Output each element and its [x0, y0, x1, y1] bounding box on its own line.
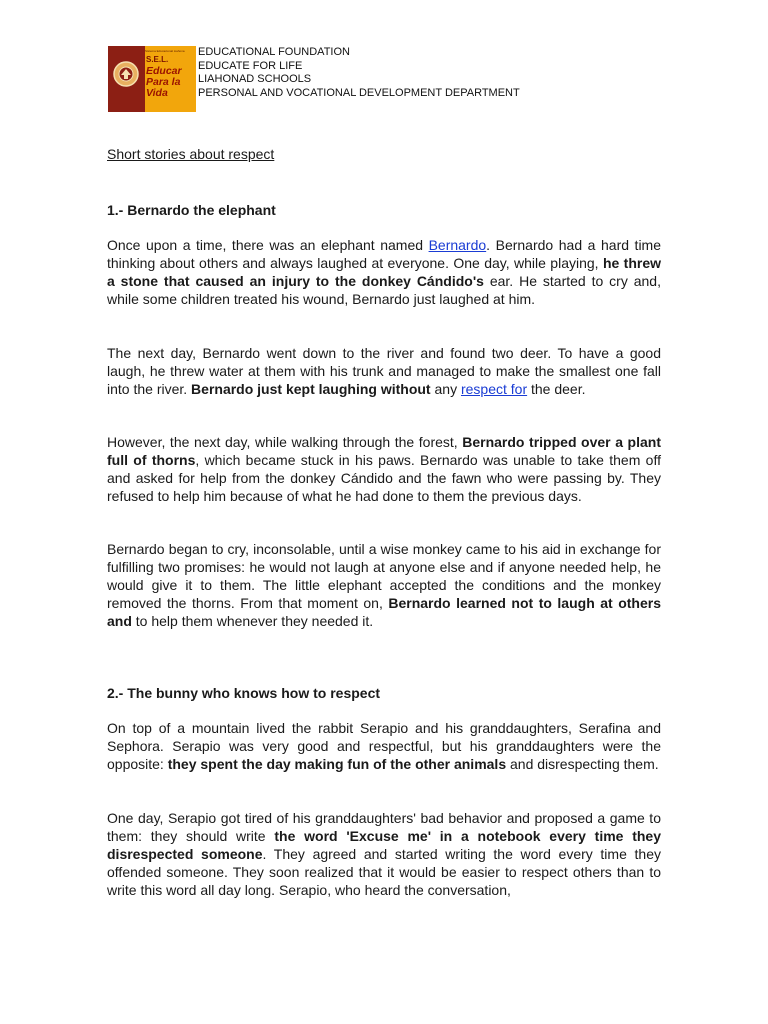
document-header [108, 46, 668, 112]
bold-run: Bernardo tripped over a plant full of thorns [107, 434, 661, 468]
text-run: to help them whenever they needed it. [131, 612, 374, 629]
logo-tagline: Sistema Educacional Liahona [145, 50, 185, 53]
bernardo-link[interactable]: Bernardo [428, 237, 487, 253]
logo-wordmark [146, 66, 196, 99]
story-2-heading-wrap [107, 685, 661, 701]
logo-red-panel [108, 46, 145, 112]
paragraph [107, 810, 661, 900]
bold-run: they spent the day making fun of the other animals [167, 755, 507, 772]
story-1-paragraph-2 [107, 345, 661, 399]
org-line: EDUCATIONAL FOUNDATION [198, 46, 350, 58]
text-run: Once upon a time, there was an elephant named [107, 237, 429, 253]
text-run: The next day, Bernardo went down to the river and found two deer. To have a good laugh, he threw water at them with his trunk and managed to make the smallest one fall into the river. [107, 345, 661, 397]
text-run: One day, Serapio got tired of his granddaughters' bad behavior and proposed a game to them: they should write [107, 810, 661, 844]
emblem-icon [112, 60, 140, 88]
story-1-paragraph-3 [107, 434, 661, 506]
logo-text-line: Vida [146, 87, 168, 99]
story-heading: 1.- Bernardo the elephant [107, 202, 276, 218]
logo-abbreviation: S.E.L. [146, 55, 169, 64]
bold-run: the word 'Excuse me' in a notebook every time they disrespected someone [107, 827, 661, 862]
text-run: , which became stuck in his paws. Bernardo was unable to take them off and asked for help from the donkey Cándido and the fawn who were passing by. They refused to help him because of what he had done to them the previous days. [107, 451, 661, 504]
text-run: any [430, 380, 461, 397]
text-run: On top of a mountain lived the rabbit Serapio and his granddaughters, Serafina and Sephora. Serapio was very good and respectful, but his granddaughters were the opposite: [107, 720, 661, 772]
organization-lines [198, 46, 520, 100]
text-run: . Bernardo had a hard time thinking about others and always laughed at everyone. One day, while playing, [107, 237, 662, 271]
logo-text-line: Educar [146, 65, 182, 77]
story-1-heading-wrap [107, 202, 661, 218]
paragraph [107, 434, 661, 506]
bold-run: Bernardo learned not to laugh at others and [107, 594, 661, 629]
story-heading: 2.- The bunny who knows how to respect [107, 685, 381, 701]
text-run: However, the next day, while walking through the forest, [107, 434, 463, 450]
story-2-paragraph-1 [107, 720, 661, 774]
paragraph [107, 237, 661, 309]
text-run: . They agreed and started writing the word every time they offended someone. They soon realized that it would be easier to respect others than to write this word all day long. Serapio, who heard the conversation, [107, 845, 661, 898]
respect-for-link[interactable]: respect for [460, 380, 528, 397]
paragraph [107, 541, 661, 631]
text-run: and disrespecting them. [506, 755, 659, 772]
document-title: Short stories about respect [107, 146, 275, 162]
text-run: ear. He started to cry and, while some children treated his wound, Bernardo just laughed at him. [107, 272, 661, 307]
logo-text-line: Para la [146, 76, 181, 88]
paragraph [107, 720, 661, 774]
org-line: LIAHONAD SCHOOLS [198, 73, 312, 86]
story-2-paragraph-2 [107, 810, 661, 900]
paragraph [107, 345, 661, 399]
org-line: EDUCATE FOR LIFE [198, 59, 303, 72]
bold-run: Bernardo just kept laughing without [191, 380, 431, 397]
text-run: Bernardo began to cry, inconsolable, until a wise monkey came to his aid in exchange for fulfilling two promises: he would not laugh at anyone else and if anyone needed help, he would give it to them. The little elephant accepted the conditions and the monkey removed the thorns. From that moment on, [107, 541, 661, 611]
text-run: the deer. [527, 380, 586, 397]
org-line: PERSONAL AND VOCATIONAL DEVELOPMENT DEPARTMENT [198, 86, 520, 99]
school-logo [108, 46, 196, 112]
story-1-paragraph-1 [107, 237, 661, 309]
bold-run: he threw a stone that caused an injury to the donkey Cándido's [107, 254, 661, 289]
story-1-paragraph-4 [107, 541, 661, 631]
